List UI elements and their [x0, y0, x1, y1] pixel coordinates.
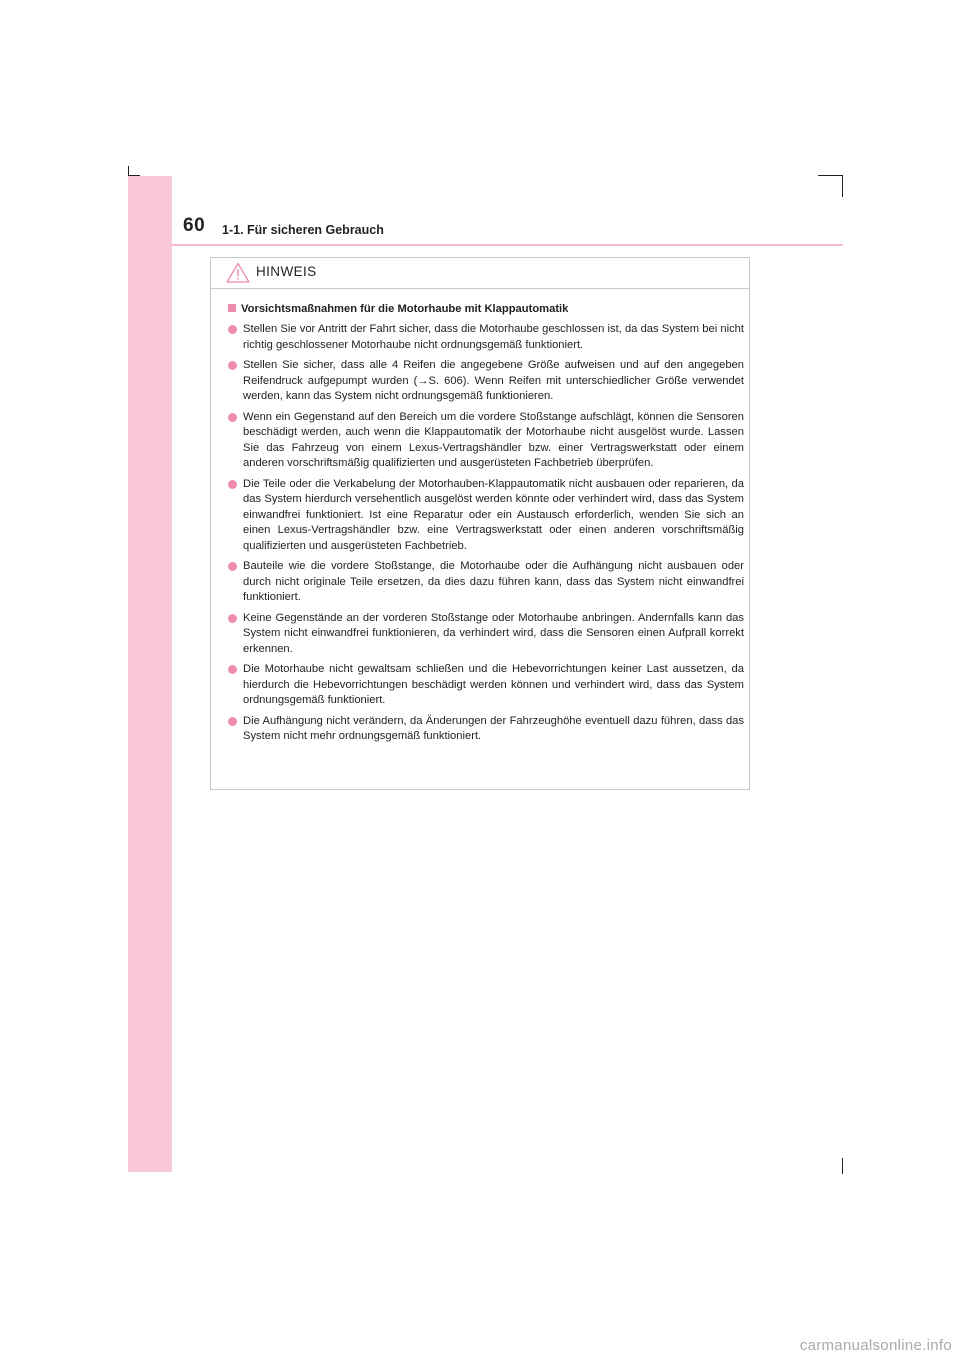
list-item-text: Keine Gegenstände an der vorderen Stoßstange oder Motorhaube anbringen. Andernfalls kann das System nicht einwandfrei funktionieren, da verhindert wird, dass die Sensoren einen Aufprall korrekt erkennen.: [243, 611, 744, 655]
list-item: [228, 410, 744, 472]
list-item: [228, 559, 744, 606]
notice-subheading: Vorsichtsmaßnahmen für die Motorhaube mit Klappautomatik: [241, 303, 569, 315]
list-item: [228, 358, 744, 405]
list-item: [228, 322, 744, 353]
list-item-text: Bauteile wie die vordere Stoßstange, die Motorhaube oder die Aufhängung nicht ausbauen oder durch nicht originale Teile ersetzen, da dies dazu führen kann, dass das System nicht einwandfrei funktioniert.: [243, 560, 744, 603]
notice-list: [228, 322, 744, 750]
bullet-dot-icon: [228, 413, 237, 422]
list-item: [228, 611, 744, 658]
notice-box: [210, 257, 750, 790]
bullet-dot-icon: [228, 665, 237, 674]
square-bullet-icon: [228, 304, 236, 312]
crop-mark-top-right-v: [842, 175, 843, 197]
notice-title: HINWEIS: [256, 264, 317, 279]
list-item-text: Stellen Sie vor Antritt der Fahrt sicher, dass die Motorhaube geschlossen ist, da das System bei nicht richtig geschlossener Motorhaube nicht ordnungsgemäß funktioniert.: [243, 323, 744, 351]
bullet-dot-icon: [228, 717, 237, 726]
bullet-dot-icon: [228, 614, 237, 623]
list-item: [228, 662, 744, 709]
section-title: 1-1. Für sicheren Gebrauch: [222, 223, 384, 237]
warning-triangle-icon: [226, 262, 250, 283]
list-item-text: Die Teile oder die Verkabelung der Motorhauben-Klappautomatik nicht ausbauen oder reparieren, da das System hierdurch versehentlich ausgelöst werden könnte oder verhindert wird, dass das System einwandfrei funktioniert. Ist eine Reparatur oder ein Austausch erforderlich, wenden Sie sich an einen Lexus-Vertragshändler bzw. eine Vertragswerkstatt oder einen anderen vorschriftsmäßig qualifizierten und ausgerüsteten Fachbetrieb.: [243, 477, 744, 552]
notice-subheading-row: [228, 303, 568, 315]
crop-mark-top-left-v: [128, 166, 129, 176]
watermark[interactable]: carmanualsonline.info: [799, 1337, 952, 1354]
list-item-text: Wenn ein Gegenstand auf den Bereich um die vordere Stoßstange aufschlägt, können die Sensoren beschädigt werden, auch wenn die Klappautomatik der Motorhaube nicht ausgelöst wurde. Lassen Sie das Fahrzeug von einem Lexus-Vertragshändler bzw. einer Vertragswerkstatt oder einem anderen vorschriftsmäßig qualifizierten und ausgerüsteten Fachbetrieb überprüfen.: [243, 410, 744, 469]
list-item: [228, 477, 744, 555]
list-item: [228, 714, 744, 745]
list-item-text: Die Motorhaube nicht gewaltsam schließen und die Hebevorrichtungen keiner Last aussetzen, da hierdurch die Hebevorrichtungen beschädigt werden können und verhindert wird, dass das System ordnungsgemäß funktioniert.: [243, 663, 744, 706]
crop-mark-top-right: [818, 175, 842, 176]
list-item-text: Stellen Sie sicher, dass alle 4 Reifen die angegebene Größe aufweisen und auf den angegeben Reifendruck aufgepumpt wurden (→S. 606). Wenn Reifen mit unterschiedlicher Größe verwendet werden, kann das System nicht ordnungsgemäß funktionieren.: [243, 359, 744, 402]
bullet-dot-icon: [228, 325, 237, 334]
bullet-dot-icon: [228, 480, 237, 489]
crop-mark-bottom-right: [842, 1158, 843, 1174]
page-number: 60: [183, 215, 206, 236]
crop-mark-top-left: [128, 175, 140, 176]
notice-header: [211, 258, 749, 289]
bullet-dot-icon: [228, 562, 237, 571]
bullet-dot-icon: [228, 361, 237, 370]
header-rule: [172, 244, 843, 246]
side-color-strip: [128, 176, 172, 1172]
list-item-text: Die Aufhängung nicht verändern, da Änderungen der Fahrzeughöhe eventuell dazu führen, dass das System nicht mehr ordnungsgemäß funktioniert.: [243, 714, 744, 742]
